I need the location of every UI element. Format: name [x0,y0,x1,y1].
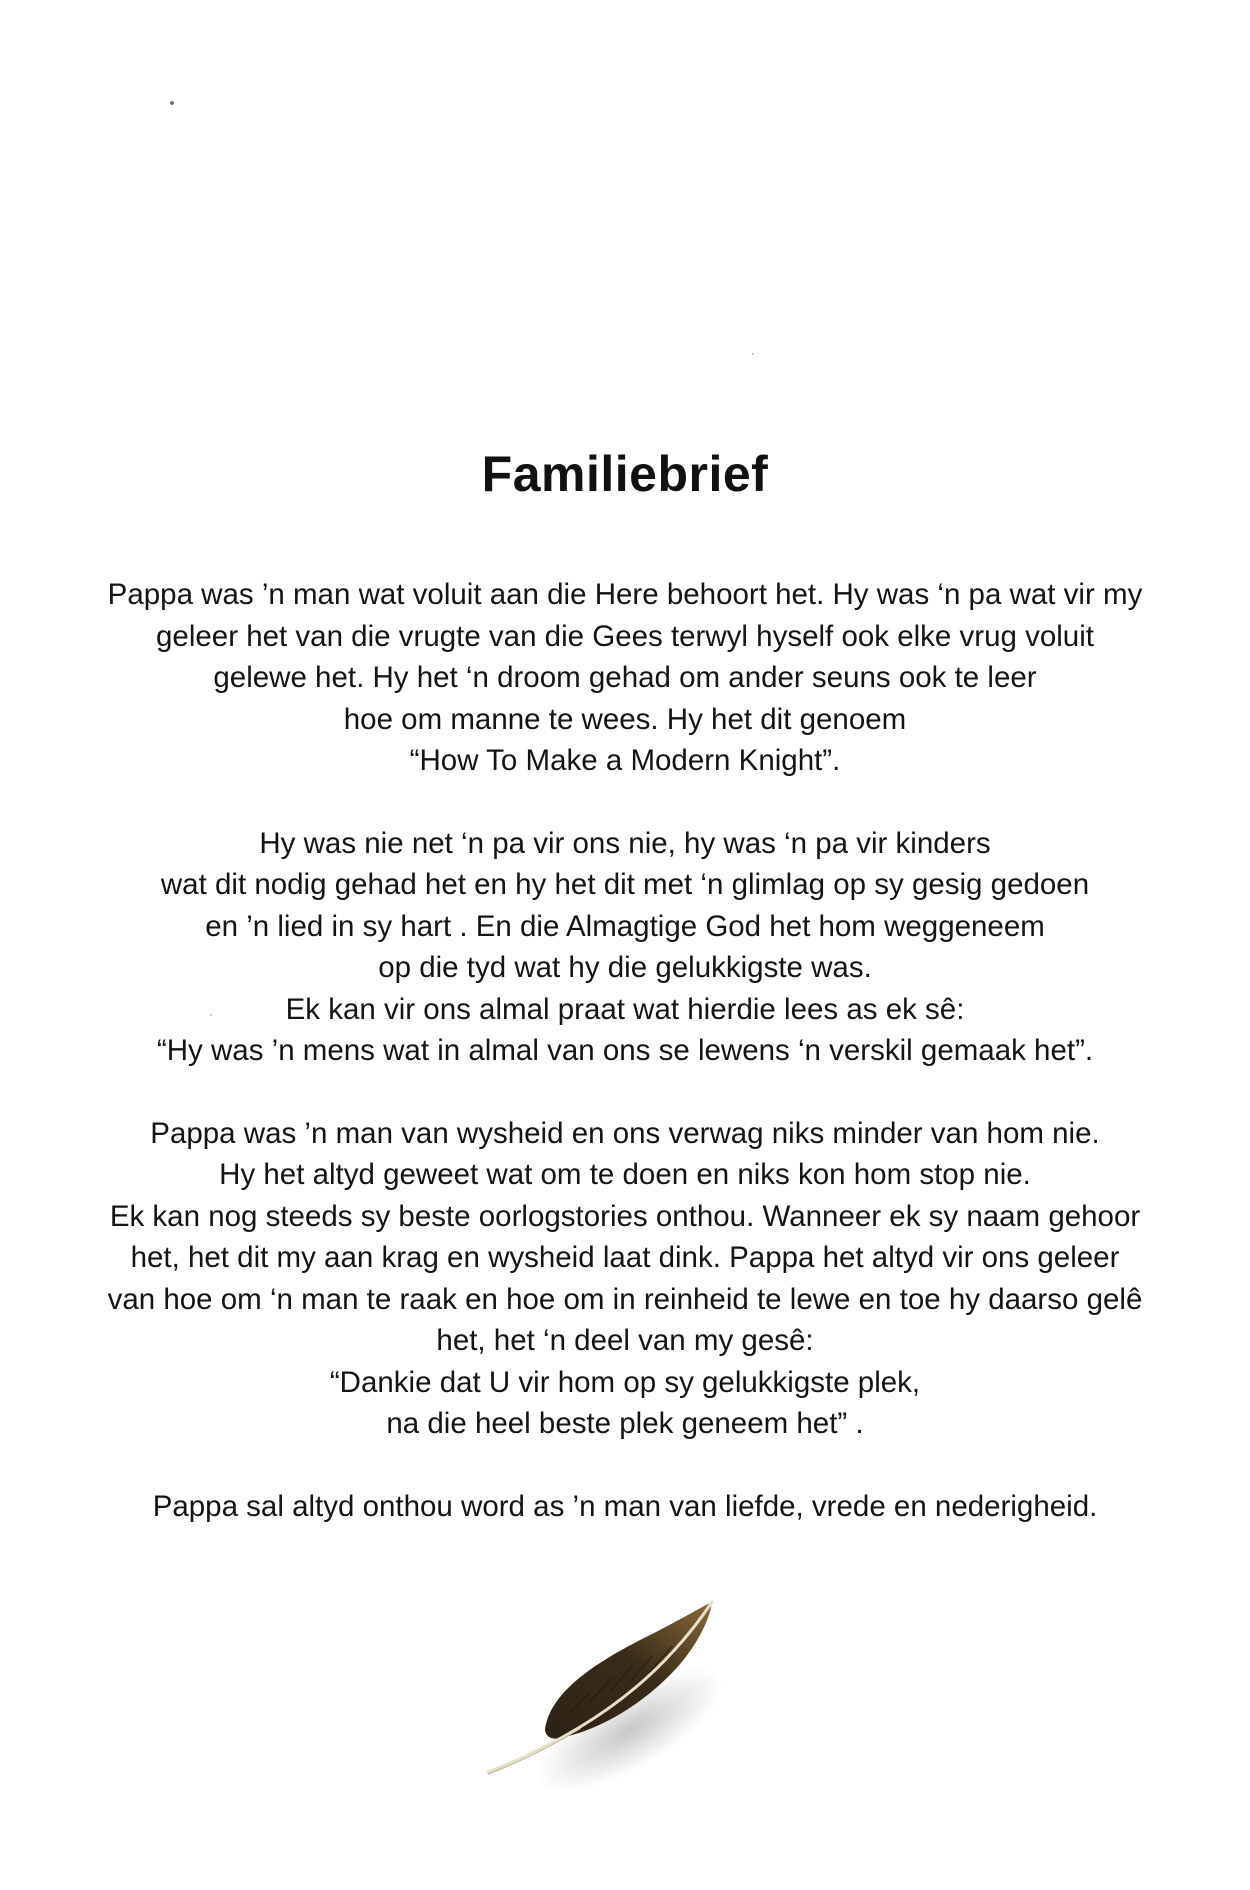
page-title: Familiebrief [481,446,769,502]
letter-body [40,574,1210,1568]
text-line: op die tyd wat hy die gelukkigste was. [378,951,872,984]
text-line: Pappa sal altyd onthou word as ’n man van liefde, vrede en nederigheid. [152,1489,1098,1523]
text-line: het, het dit my aan krag en wysheid laat dink. Pappa het altyd vir ons geleer [130,1241,1120,1274]
paragraph-1 [40,574,1210,782]
paragraph-4 [40,1486,1210,1528]
text-line: “Dankie dat U vir hom op sy gelukkigste plek, [329,1365,921,1399]
text-line: Ek kan vir ons almal praat wat hierdie lees as ek sê: [285,992,965,1026]
text-line: geleer het van die vrugte van die Gees terwyl hyself ook elke vrug voluit [156,619,1094,653]
text-line: Ek kan nog steeds sy beste oorlogstories onthou. Wanneer ek sy naam gehoor [109,1199,1141,1233]
text-line: na die heel beste plek geneem het” . [386,1407,864,1440]
text-line: hoe om manne te wees. Hy het dit genoem [343,702,907,736]
text-line: Pappa was ’n man wat voluit aan die Here behoort het. Hy was ‘n pa wat vir my [107,578,1143,611]
text-line: en ’n lied in sy hart . En die Almagtige God het hom weggeneem [205,909,1045,943]
text-line: Hy het altyd geweet wat om te doen en niks kon hom stop nie. [219,1158,1031,1191]
text-line: “How To Make a Modern Knight”. [409,744,841,777]
text-line: gelewe het. Hy het ‘n droom gehad om ander seuns ook te leer [213,661,1037,694]
paragraph-3 [40,1113,1210,1445]
paragraph-2 [40,823,1210,1072]
scan-speck [752,353,754,355]
text-line: van hoe om ‘n man te raak en hoe om in reinheid te lewe en toe hy daarso gelê [107,1282,1143,1316]
text-line: het, het ‘n deel van my gesê: [436,1324,814,1357]
feather-icon [480,1580,750,1790]
text-line: Pappa was ’n man van wysheid en ons verwag niks minder van hom nie. [150,1116,1100,1150]
text-line: “Hy was ’n mens wat in almal van ons se lewens ‘n verskil gemaak het”. [156,1034,1094,1067]
text-line: Hy was nie net ‘n pa vir ons nie, hy was ‘n pa vir kinders [259,826,991,860]
text-line: wat dit nodig gehad het en hy het dit met ‘n glimlag op sy gesig gedoen [160,868,1090,901]
scan-speck [170,101,174,105]
